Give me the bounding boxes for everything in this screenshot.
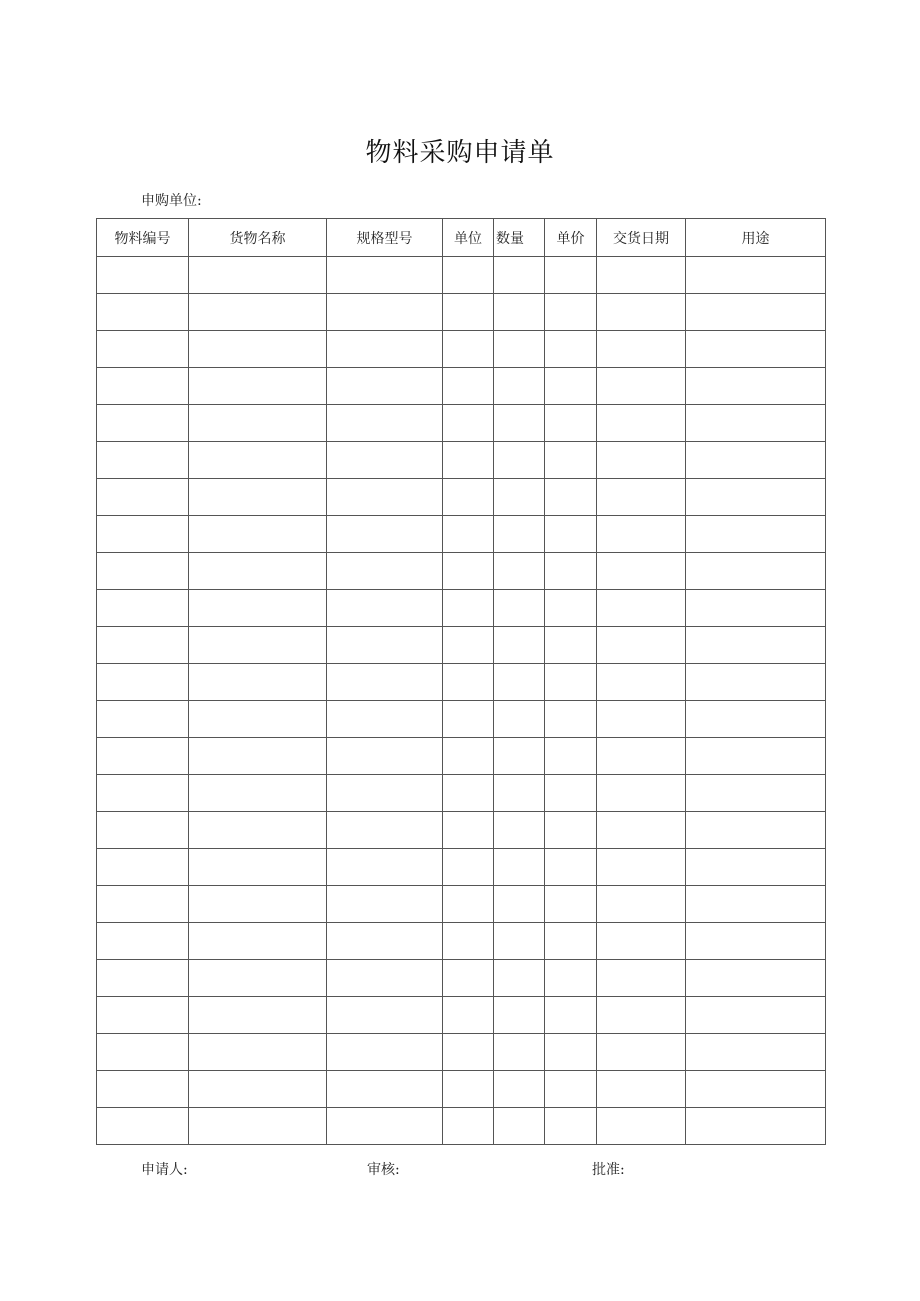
table-cell[interactable]: [189, 590, 327, 627]
table-cell[interactable]: [443, 664, 494, 701]
table-cell[interactable]: [597, 1108, 686, 1145]
table-cell[interactable]: [545, 1034, 597, 1071]
table-cell[interactable]: [97, 1034, 189, 1071]
table-cell[interactable]: [189, 257, 327, 294]
column-header-material-code: 物料编号: [97, 219, 189, 257]
table-cell[interactable]: [494, 701, 545, 738]
table-cell[interactable]: [443, 479, 494, 516]
table-cell[interactable]: [545, 849, 597, 886]
table-cell[interactable]: [189, 923, 327, 960]
table-cell[interactable]: [494, 849, 545, 886]
column-header-goods-name: 货物名称: [189, 219, 327, 257]
page-title: 物料采购申请单: [365, 138, 555, 168]
table-cell[interactable]: [327, 553, 443, 590]
table-cell[interactable]: [597, 738, 686, 775]
table-cell[interactable]: [327, 886, 443, 923]
table-cell[interactable]: [494, 479, 545, 516]
table-cell[interactable]: [686, 664, 826, 701]
table-cell[interactable]: [545, 701, 597, 738]
table-cell[interactable]: [443, 368, 494, 405]
table-cell[interactable]: [494, 812, 545, 849]
table-cell[interactable]: [686, 627, 826, 664]
table-cell[interactable]: [597, 775, 686, 812]
table-cell[interactable]: [494, 590, 545, 627]
table-cell[interactable]: [686, 775, 826, 812]
table-cell[interactable]: [494, 923, 545, 960]
table-row: [97, 368, 826, 405]
table-cell[interactable]: [327, 516, 443, 553]
table-cell[interactable]: [443, 590, 494, 627]
table-cell[interactable]: [189, 701, 327, 738]
column-header-unit-price: 单价: [545, 219, 597, 257]
table-cell[interactable]: [686, 849, 826, 886]
table-cell[interactable]: [443, 775, 494, 812]
table-cell[interactable]: [327, 997, 443, 1034]
table-cell[interactable]: [189, 331, 327, 368]
table-cell[interactable]: [189, 775, 327, 812]
table-cell[interactable]: [545, 738, 597, 775]
table-cell[interactable]: [494, 516, 545, 553]
review-signature-label: 审核:: [367, 1162, 400, 1178]
table-cell[interactable]: [494, 257, 545, 294]
applicant-signature-label: 申请人:: [141, 1162, 188, 1178]
table-cell[interactable]: [597, 1034, 686, 1071]
table-cell[interactable]: [597, 1071, 686, 1108]
table-cell[interactable]: [443, 738, 494, 775]
table-cell[interactable]: [494, 1108, 545, 1145]
table-cell[interactable]: [189, 849, 327, 886]
table-cell[interactable]: [443, 405, 494, 442]
table-cell[interactable]: [189, 294, 327, 331]
table-cell[interactable]: [97, 405, 189, 442]
table-cell[interactable]: [494, 997, 545, 1034]
table-cell[interactable]: [545, 442, 597, 479]
column-header-purpose: 用途: [686, 219, 826, 257]
table-cell[interactable]: [494, 294, 545, 331]
table-cell[interactable]: [97, 590, 189, 627]
table-header-row: [97, 219, 826, 257]
table-cell[interactable]: [686, 368, 826, 405]
table-cell[interactable]: [545, 590, 597, 627]
table-row: [97, 960, 826, 997]
table-row: [97, 331, 826, 368]
table-cell[interactable]: [545, 960, 597, 997]
table-cell[interactable]: [545, 479, 597, 516]
table-cell[interactable]: [545, 997, 597, 1034]
table-cell[interactable]: [686, 479, 826, 516]
table-cell[interactable]: [97, 442, 189, 479]
table-cell[interactable]: [545, 294, 597, 331]
table-row: [97, 479, 826, 516]
table-cell[interactable]: [597, 590, 686, 627]
table-cell[interactable]: [494, 886, 545, 923]
table-cell[interactable]: [189, 368, 327, 405]
table-cell[interactable]: [189, 627, 327, 664]
table-cell[interactable]: [443, 960, 494, 997]
table-cell[interactable]: [443, 553, 494, 590]
table-body: [97, 257, 826, 1145]
table-cell[interactable]: [189, 1034, 327, 1071]
table-cell[interactable]: [189, 553, 327, 590]
table-cell[interactable]: [443, 849, 494, 886]
table-cell[interactable]: [597, 553, 686, 590]
table-cell[interactable]: [686, 516, 826, 553]
table-cell[interactable]: [443, 1071, 494, 1108]
table-cell[interactable]: [545, 331, 597, 368]
table-cell[interactable]: [327, 405, 443, 442]
table-cell[interactable]: [494, 664, 545, 701]
table-cell[interactable]: [686, 331, 826, 368]
table-cell[interactable]: [97, 516, 189, 553]
table-cell[interactable]: [327, 701, 443, 738]
table-cell[interactable]: [597, 294, 686, 331]
table-cell[interactable]: [97, 997, 189, 1034]
table-cell[interactable]: [686, 590, 826, 627]
table-cell[interactable]: [494, 442, 545, 479]
table-cell[interactable]: [327, 368, 443, 405]
table-cell[interactable]: [97, 812, 189, 849]
table-cell[interactable]: [545, 257, 597, 294]
table-cell[interactable]: [327, 849, 443, 886]
table-cell[interactable]: [686, 701, 826, 738]
table-cell[interactable]: [327, 960, 443, 997]
table-cell[interactable]: [443, 294, 494, 331]
table-row: [97, 923, 826, 960]
purchase-request-table: [96, 218, 826, 1145]
table-cell[interactable]: [686, 553, 826, 590]
table-cell[interactable]: [494, 627, 545, 664]
table-cell[interactable]: [189, 812, 327, 849]
table-cell[interactable]: [97, 257, 189, 294]
table-cell[interactable]: [327, 1108, 443, 1145]
table-cell[interactable]: [443, 886, 494, 923]
table-cell[interactable]: [686, 1034, 826, 1071]
table-cell[interactable]: [97, 664, 189, 701]
table-cell[interactable]: [686, 886, 826, 923]
table-cell[interactable]: [97, 1108, 189, 1145]
table-row: [97, 1034, 826, 1071]
table-cell[interactable]: [686, 1071, 826, 1108]
table-cell[interactable]: [443, 923, 494, 960]
table-cell[interactable]: [189, 664, 327, 701]
table-cell[interactable]: [443, 1034, 494, 1071]
table-cell[interactable]: [189, 405, 327, 442]
table-row: [97, 886, 826, 923]
table-cell[interactable]: [597, 997, 686, 1034]
table-cell[interactable]: [686, 960, 826, 997]
table-cell[interactable]: [545, 664, 597, 701]
table-cell[interactable]: [597, 664, 686, 701]
table-cell[interactable]: [189, 886, 327, 923]
table-row: [97, 294, 826, 331]
table-cell[interactable]: [443, 997, 494, 1034]
table-cell[interactable]: [597, 627, 686, 664]
table-row: [97, 738, 826, 775]
table-cell[interactable]: [443, 257, 494, 294]
table-cell[interactable]: [97, 553, 189, 590]
table-cell[interactable]: [189, 738, 327, 775]
table-cell[interactable]: [97, 627, 189, 664]
table-cell[interactable]: [545, 553, 597, 590]
table-cell[interactable]: [494, 553, 545, 590]
table-cell[interactable]: [97, 479, 189, 516]
table-cell[interactable]: [545, 1071, 597, 1108]
table-cell[interactable]: [597, 923, 686, 960]
table-row: [97, 405, 826, 442]
table-cell[interactable]: [327, 812, 443, 849]
table-cell[interactable]: [97, 738, 189, 775]
table-row: [97, 590, 826, 627]
table-cell[interactable]: [494, 405, 545, 442]
table-cell[interactable]: [97, 849, 189, 886]
table-cell[interactable]: [686, 442, 826, 479]
column-header-quantity: 数量: [494, 219, 545, 257]
table-cell[interactable]: [686, 405, 826, 442]
table-cell[interactable]: [545, 1108, 597, 1145]
table-cell[interactable]: [189, 516, 327, 553]
table-cell[interactable]: [327, 257, 443, 294]
table-cell[interactable]: [545, 516, 597, 553]
approval-signature-label: 批准:: [592, 1162, 625, 1178]
table-row: [97, 812, 826, 849]
table-cell[interactable]: [97, 960, 189, 997]
table-cell[interactable]: [494, 775, 545, 812]
table-cell[interactable]: [443, 701, 494, 738]
table-cell[interactable]: [597, 812, 686, 849]
table-row: [97, 1108, 826, 1145]
table-cell[interactable]: [494, 368, 545, 405]
table-cell[interactable]: [327, 627, 443, 664]
table-cell[interactable]: [443, 1108, 494, 1145]
table-cell[interactable]: [97, 331, 189, 368]
table-cell[interactable]: [545, 405, 597, 442]
table-row: [97, 627, 826, 664]
table-cell[interactable]: [97, 775, 189, 812]
table-cell[interactable]: [494, 1034, 545, 1071]
table-cell[interactable]: [327, 294, 443, 331]
table-cell[interactable]: [686, 812, 826, 849]
table-cell[interactable]: [327, 442, 443, 479]
table-cell[interactable]: [443, 516, 494, 553]
table-row: [97, 775, 826, 812]
table-row: [97, 553, 826, 590]
table-cell[interactable]: [545, 812, 597, 849]
table-cell[interactable]: [97, 923, 189, 960]
table-cell[interactable]: [597, 886, 686, 923]
table-cell[interactable]: [597, 405, 686, 442]
table-cell[interactable]: [327, 775, 443, 812]
table-cell[interactable]: [327, 331, 443, 368]
table-cell[interactable]: [327, 590, 443, 627]
table-cell[interactable]: [443, 442, 494, 479]
table-cell[interactable]: [97, 701, 189, 738]
table-cell[interactable]: [327, 1034, 443, 1071]
table-cell[interactable]: [494, 960, 545, 997]
table-cell[interactable]: [327, 1071, 443, 1108]
table-cell[interactable]: [597, 960, 686, 997]
table-cell[interactable]: [686, 738, 826, 775]
table-cell[interactable]: [494, 1071, 545, 1108]
table-cell[interactable]: [327, 738, 443, 775]
column-header-spec-model: 规格型号: [327, 219, 443, 257]
table-cell[interactable]: [597, 701, 686, 738]
table-cell[interactable]: [189, 960, 327, 997]
table-cell[interactable]: [443, 627, 494, 664]
table-cell[interactable]: [686, 923, 826, 960]
table-cell[interactable]: [545, 886, 597, 923]
table-cell[interactable]: [327, 664, 443, 701]
table-row: [97, 849, 826, 886]
table-cell[interactable]: [597, 331, 686, 368]
table-cell[interactable]: [686, 997, 826, 1034]
table-cell[interactable]: [97, 294, 189, 331]
table-cell[interactable]: [597, 257, 686, 294]
table-cell[interactable]: [97, 1071, 189, 1108]
table-cell[interactable]: [686, 294, 826, 331]
table-row: [97, 997, 826, 1034]
table-row: [97, 1071, 826, 1108]
table-cell[interactable]: [189, 479, 327, 516]
table-row: [97, 664, 826, 701]
table-cell[interactable]: [97, 368, 189, 405]
table-cell[interactable]: [494, 331, 545, 368]
table-cell[interactable]: [97, 886, 189, 923]
table-cell[interactable]: [545, 923, 597, 960]
table-cell[interactable]: [545, 775, 597, 812]
table-cell[interactable]: [597, 849, 686, 886]
table-cell[interactable]: [443, 812, 494, 849]
table-cell[interactable]: [686, 1108, 826, 1145]
table-row: [97, 442, 826, 479]
table-row: [97, 701, 826, 738]
table-cell[interactable]: [327, 923, 443, 960]
applicant-unit-label: 申购单位:: [141, 193, 202, 209]
table-cell[interactable]: [597, 442, 686, 479]
table-cell[interactable]: [545, 368, 597, 405]
table-row: [97, 257, 826, 294]
table-cell[interactable]: [545, 627, 597, 664]
table-cell[interactable]: [494, 738, 545, 775]
table-cell[interactable]: [189, 1108, 327, 1145]
column-header-unit: 单位: [443, 219, 494, 257]
table-cell[interactable]: [597, 479, 686, 516]
column-header-delivery-date: 交货日期: [597, 219, 686, 257]
table-cell[interactable]: [686, 257, 826, 294]
table-cell[interactable]: [189, 442, 327, 479]
table-cell[interactable]: [189, 1071, 327, 1108]
table-cell[interactable]: [443, 331, 494, 368]
table-cell[interactable]: [189, 997, 327, 1034]
table-cell[interactable]: [597, 368, 686, 405]
table-cell[interactable]: [597, 516, 686, 553]
table-cell[interactable]: [327, 479, 443, 516]
table-row: [97, 516, 826, 553]
